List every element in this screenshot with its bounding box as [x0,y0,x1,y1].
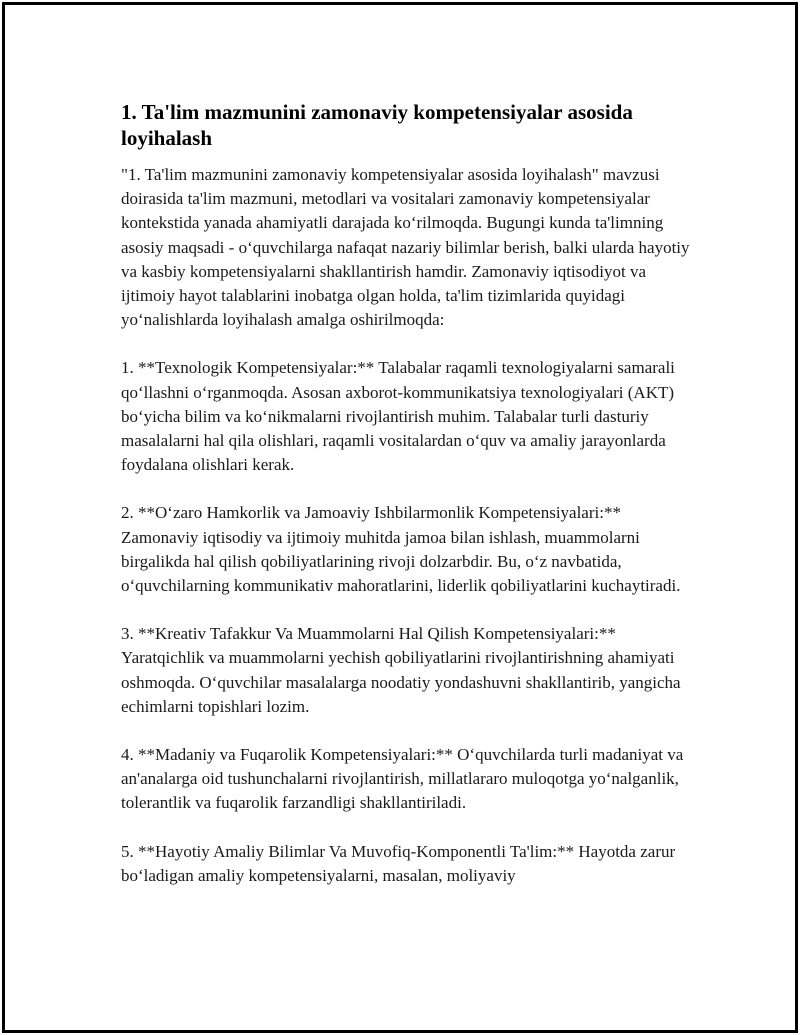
intro-paragraph: "1. Ta'lim mazmunini zamonaviy kompetensiyalar asosida loyihalash" mavzusi doirasida ta'lim mazmuni, metodlari va vositalari zamonaviy kompetensiyalar kontekstida yanada ahamiyatli darajada ko‘rilmoqda. Bugungi kunda ta'limning asosiy maqsadi - o‘quvchilarga nafaqat nazariy bilimlar berish, balki ularda hayotiy va kasbiy kompetensiyalarni shakllantirish hamdir. Zamonaviy iqtisodiyot va ijtimoiy hayot talablarini inobatga olgan holda, ta'lim tizimlarida quyidagi yo‘nalishlarda loyihalash amalga oshirilmoqda: [121,165,690,330]
document-body [121,99,701,912]
document-title: 1. Ta'lim mazmunini zamonaviy kompetensiyalar asosida loyihalash [121,100,633,150]
paragraph-technological-competencies: 1. **Texnologik Kompetensiyalar:** Talabalar raqamli texnologiyalarni samarali qo‘llashni o‘rganmoqda. Asosan axborot-kommunikatsiya texnologiyalari (AKT) bo‘yicha bilim va ko‘nikmalarni rivojlantirish muhim. Talabalar turli dasturiy masalalarni hal qila olishlari, raqamli vositalardan o‘quv va amaliy jarayonlarda foydalana olishlari kerak. [121,358,675,475]
paragraph-creative-thinking-competencies: 3. **Kreativ Tafakkur Va Muammolarni Hal Qilish Kompetensiyalari:** Yaratqichlik va muammolarni yechish qobiliyatlarini rivojlantirishning ahamiyati oshmoqda. O‘quvchilar masalalarga noodatiy yondashuvni shakllantirib, yangicha echimlarni topishlari lozim. [121,624,681,716]
paragraph-collaboration-competencies: 2. **O‘zaro Hamkorlik va Jamoaviy Ishbilarmonlik Kompetensiyalari:** Zamonaviy iqtisodiy va ijtimoiy muhitda jamoa bilan ishlash, muammolarni birgalikda hal qilish qobiliyatlarining rivoji dolzarbdir. Bu, o‘z navbatida, o‘quvchilarning kommunikativ mahoratlarini, liderlik qobiliyatlarini kuchaytiradi. [121,503,681,596]
paragraph-cultural-civic-competencies: 4. **Madaniy va Fuqarolik Kompetensiyalari:** O‘quvchilarda turli madaniyat va an'analarga oid tushunchalarni rivojlantirish, millatlararo muloqotga yo‘nalganlik, tolerantlik va fuqarolik farzandligi shakllantiriladi. [121,745,684,813]
document-page [2,2,798,1033]
paragraph-practical-life-knowledge: 5. **Hayotiy Amaliy Bilimlar Va Muvofiq-Komponentli Ta'lim:** Hayotda zarur bo‘ladigan amaliy kompetensiyalarni, masalan, moliyaviy [121,841,676,885]
